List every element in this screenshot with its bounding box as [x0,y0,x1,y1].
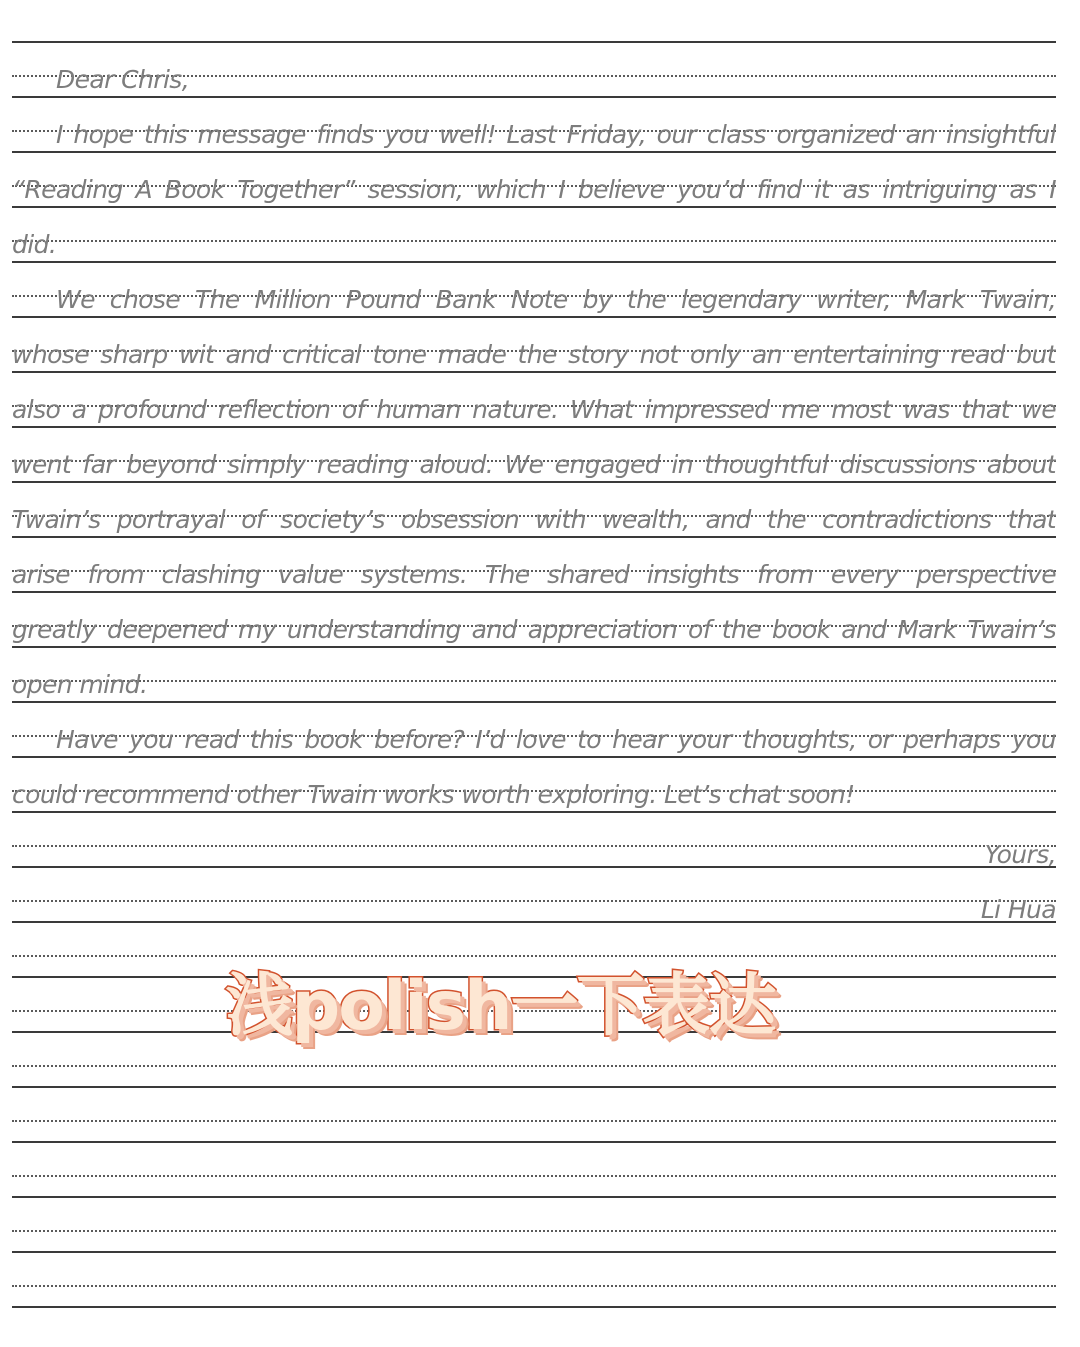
letter-line: greatly deepened my understanding and appreciation of the book and Mark Twain’s [12,615,1056,644]
polish-caption: 浅polish一下表达 [225,967,775,1046]
letter-line: Have you read this book before? I’d love to hear your thoughts, or perhaps you [56,725,1056,754]
letter-line: could recommend other Twain works worth exploring. Let’s chat soon! [12,780,855,809]
letter-line: We chose The Million Pound Bank Note by the legendary writer, Mark Twain, [56,285,1056,314]
letter-body [12,0,1056,1347]
letter-line: “Reading A Book Together” session, which I believe you’d find it as intriguing as I [12,175,1056,204]
letter-line: open mind. [12,670,148,699]
closing: Yours, [984,840,1056,869]
letter-line: went far beyond simply reading aloud. We engaged in thoughtful discussions about [12,450,1056,479]
letter-line: did. [12,230,57,259]
letter-line: also a profound reflection of human nature. What impressed me most was that we [12,395,1056,424]
letter-line: Twain’s portrayal of society’s obsession with wealth, and the contradictions that [12,505,1056,534]
salutation: Dear Chris, [56,65,190,94]
letter-line: whose sharp wit and critical tone made the story not only an entertaining read but [12,340,1056,369]
signature-name: Li Hua [980,895,1056,924]
letter-line: arise from clashing value systems. The shared insights from every perspective [12,560,1056,589]
letter-line: I hope this message finds you well! Last Friday, our class organized an insightful [56,120,1056,149]
